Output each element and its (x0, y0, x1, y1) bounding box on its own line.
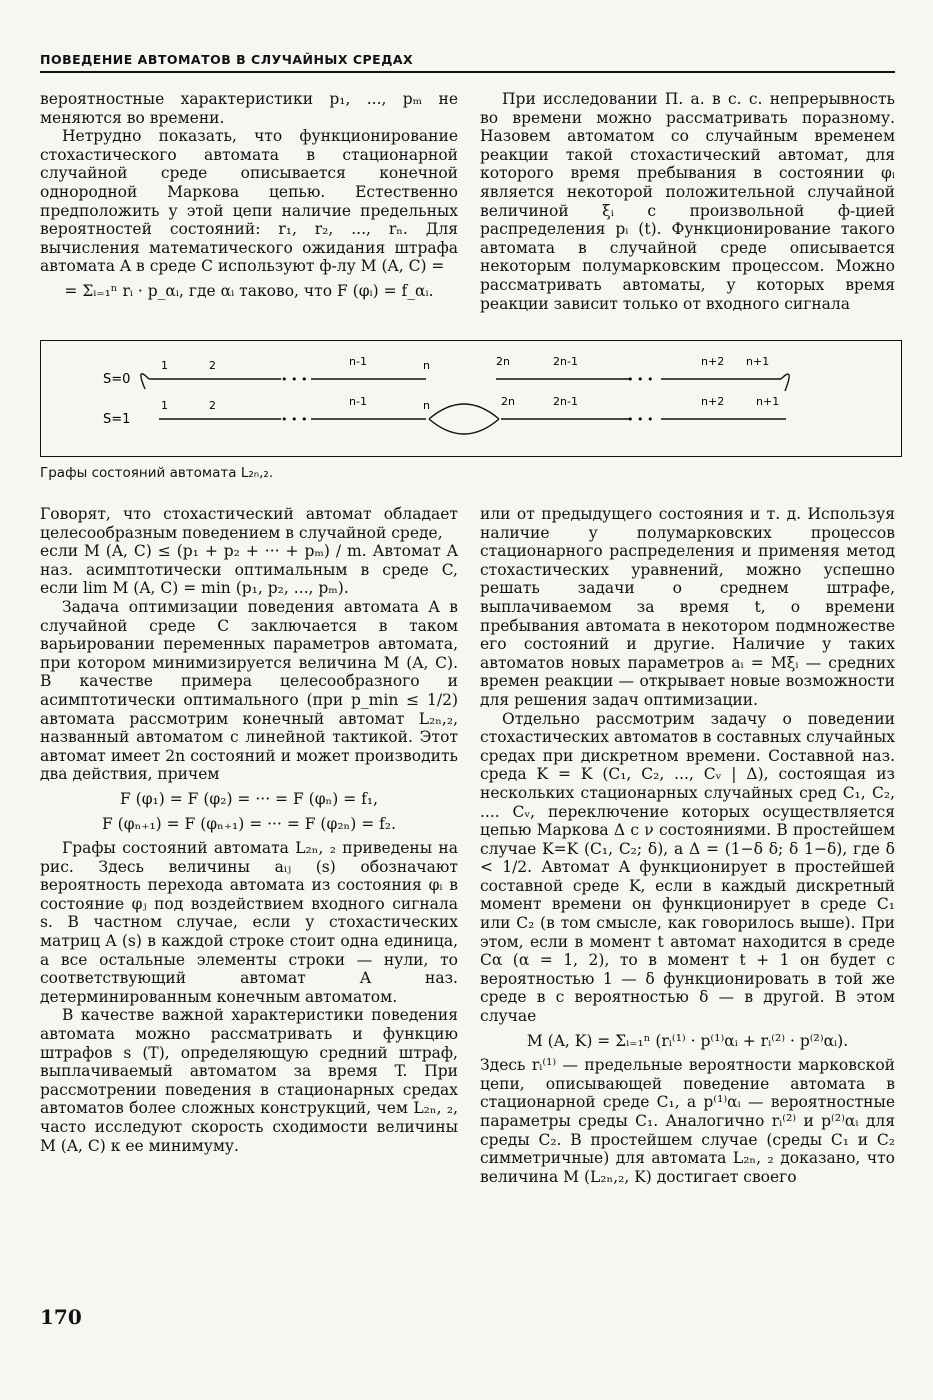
node-label: 2n-1 (553, 355, 578, 368)
ellipsis: • • • (627, 413, 654, 426)
transition-arc (429, 404, 499, 419)
node-label: n+1 (746, 355, 770, 368)
text-column-bottom-left (40, 505, 458, 1155)
node-label: n+1 (756, 395, 780, 408)
self-loop (141, 374, 149, 389)
ellipsis: • • • (627, 373, 654, 386)
node-label: n-1 (349, 355, 367, 368)
paragraph: вероятностные характеристики p₁, ..., pₘ не меняются во времени. (40, 90, 458, 127)
paragraph: Графы состояний автомата L₂ₙ, ₂ приведены на рис. Здесь величины aᵢⱼ (s) обозначают вероятность перехода автомата из состояния φᵢ в состояние φⱼ под воздействием входного сигнала s. В частном случае, если у стохастических матриц A (s) в каждой строке стоит одна единица, а все остальные элементы строки — нули, то соответствующий автомат A наз. детерминированным конечным автоматом. (40, 839, 458, 1006)
node-label: n-1 (349, 395, 367, 408)
paragraph: если M (A, C) ≤ (p₁ + p₂ + ··· + pₘ) / m. Автомат A наз. асимптотически оптимальным в среде C, если lim M (A, C) = min (p₁, p₂, ..., pₘ). (40, 542, 458, 598)
paragraph: При исследовании П. а. в с. с. непрерывность во времени можно рассматривать поразному. Назовем автоматом со случайным временем реакции такой стохастический автомат, для которого время пребывания в состоянии φᵢ является некоторой положительной случайной величиной ξᵢ с произвольной ф-цией распределения pᵢ (t). Функционирование такого автомата в случайной среде описывается некоторым полумарковским процессом. Можно рассматривать автоматы, у которых время реакции зависит только от входного сигнала (480, 90, 895, 313)
node-label: 2n (496, 355, 510, 368)
page-number: 170 (40, 1305, 82, 1329)
ellipsis: • • • (281, 413, 308, 426)
paragraph: Говорят, что стохастический автомат обладает целесообразным поведением в случайной среде, (40, 505, 458, 542)
formula: F (φₙ₊₁) = F (φₙ₊₁) = ··· = F (φ₂ₙ) = f₂. (101, 814, 397, 833)
formula: = Σᵢ₌₁ⁿ rᵢ · p_αᵢ, где αᵢ таково, что F (φᵢ) = f_αᵢ. (64, 281, 434, 300)
node-label: n (423, 399, 430, 412)
text-column-top-left (40, 90, 458, 307)
row1-label: S=0 (103, 372, 131, 387)
node-label: n (423, 359, 430, 372)
node-label: 2 (209, 359, 216, 372)
text-column-top-right (480, 90, 895, 313)
state-graph-figure (40, 340, 902, 457)
node-label: 1 (161, 359, 168, 372)
row2-label: S=1 (103, 412, 131, 427)
paragraph: Нетрудно показать, что функционирование стохастического автомата в стационарной случайной среде описывается конечной однородной Маркова цепью. Естественно предположить у этой цепи наличие предельных вероятностей состояний: r₁, r₂, ..., rₙ. Для вычисления математического ожидания штрафа автомата A в среде C используют ф-лу M (A, C) = (40, 127, 458, 276)
state-graph-diagram (41, 341, 899, 453)
paragraph: В качестве важной характеристики поведения автомата можно рассматривать и функцию штрафов s (T), определяющую средний штраф, выплачиваемый автоматом за время T. При рассмотрении поведения в стационарных средах автоматов более сложных конструкций, чем L₂ₙ, ₂, часто исследуют скорость сходимости величины M (A, C) к ее минимуму. (40, 1006, 458, 1155)
text-column-bottom-right (480, 505, 895, 1186)
node-label: n+2 (701, 395, 725, 408)
formula: M (A, K) = Σᵢ₌₁ⁿ (rᵢ⁽¹⁾ · p⁽¹⁾αᵢ + rᵢ⁽²⁾ · p⁽²⁾αᵢ). (526, 1031, 849, 1050)
paragraph: Здесь rᵢ⁽¹⁾ — предельные вероятности марковской цепи, описывающей поведение автомата в стационарной среде C₁, а p⁽¹⁾αᵢ — вероятностные параметры среды C₁. Аналогично rᵢ⁽²⁾ и p⁽²⁾αᵢ для среды C₂. В простейшем случае (среды C₁ и C₂ симметричные) для автомата L₂ₙ, ₂ доказано, что величина M (L₂ₙ,₂, K) достигает своего (480, 1056, 895, 1186)
node-label: 2 (209, 399, 216, 412)
node-label: 1 (161, 399, 168, 412)
paragraph: Отдельно рассмотрим задачу о поведении стохастических автоматов в составных случайных средах при дискретном времени. Составной наз. среда K = K (C₁, C₂, ..., Cᵥ | Δ), состоящая из нескольких стационарных случайных сред C₁, C₂, .... Cᵥ, переключение которых осуществляется цепью Маркова Δ с ν состояниями. В простейшем случае K=K (C₁, C₂; δ), а Δ = (1−δ δ; δ 1−δ), где δ < 1/2. Автомат A функционирует в простейшей составной среде K, если в каждый дискретный момент времени он функционирует в среде C₁ или C₂ (в том смысле, как говорилось выше). При этом, если в момент t автомат находится в среде Cα (α = 1, 2), то в момент t + 1 он будет с вероятностью 1 — δ функционировать в той же среде в с вероятностью δ — в другой. В этом случае (480, 709, 895, 1026)
running-header: ПОВЕДЕНИЕ АВТОМАТОВ В СЛУЧАЙНЫХ СРЕДАХ (40, 52, 895, 73)
paragraph: или от предыдущего состояния и т. д. Используя наличие у полумарковских процессов стационарного распределения и применяя метод стохастических уравнений, можно успешно решать задачи о среднем штрафе, выплачиваемом за время t, о времени пребывания автомата в некотором подмножестве его состояний и другие. Наличие у таких автоматов новых параметров aᵢ = Mξᵢ — средних времен реакции — открывает новые возможности для решения задач оптимизации. (480, 505, 895, 709)
node-label: 2n-1 (553, 395, 578, 408)
figure-caption: Графы состояний автомата L₂ₙ,₂. (40, 465, 274, 481)
formula: F (φ₁) = F (φ₂) = ··· = F (φₙ) = f₁, (119, 789, 379, 808)
transition-arc (429, 419, 499, 434)
node-label: 2n (501, 395, 515, 408)
node-label: n+2 (701, 355, 725, 368)
paragraph: Задача оптимизации поведения автомата A в случайной среде C заключается в таком варьировании переменных параметров автомата, при котором минимизируется величина M (A, C). В качестве примера целесообразного и асимптотически оптимального (при p_min ≤ 1/2) автомата рассмотрим конечный автомат L₂ₙ,₂, названный автоматом с линейной тактикой. Этот автомат имеет 2n состояний и может производить два действия, причем (40, 597, 458, 784)
self-loop (781, 374, 789, 391)
ellipsis: • • • (281, 373, 308, 386)
